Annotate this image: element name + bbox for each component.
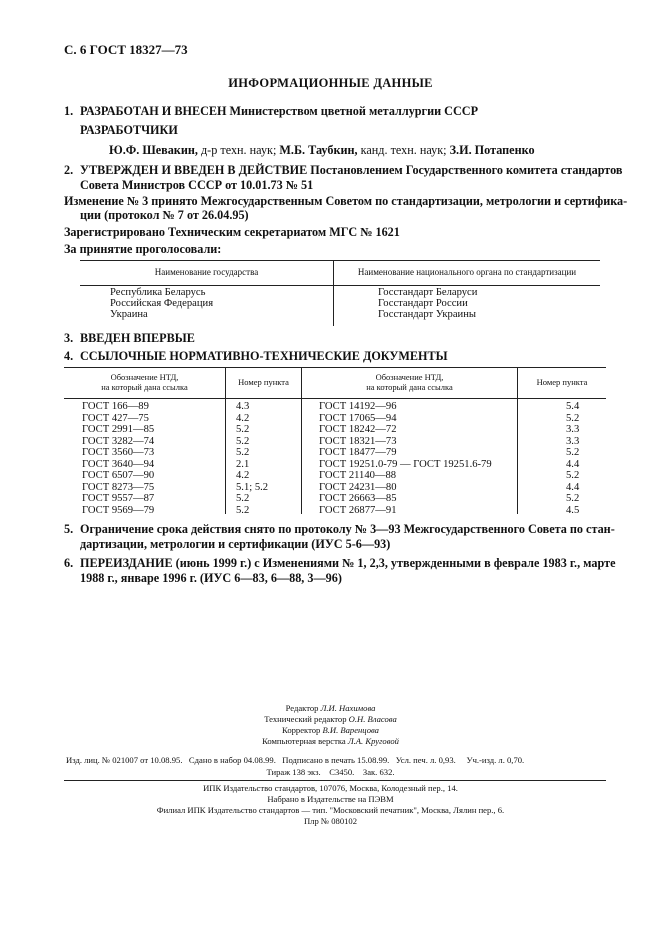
section-3-text: ВВЕДЕН ВПЕРВЫЕ <box>80 331 195 345</box>
table-row: ГОСТ 3640—94 <box>82 458 155 470</box>
refs-left-docs-column <box>82 401 154 516</box>
refs-header-right-ntd <box>302 372 517 392</box>
table-row: ГОСТ 26877—91 <box>319 504 397 516</box>
table-row: 5.2 <box>566 447 580 458</box>
table-row: 4.2 <box>236 412 250 424</box>
imprint-corrector <box>0 725 661 735</box>
imprint-print-run: Тираж 138 экз. С3450. Зак. 632. <box>266 767 395 777</box>
section-6-line-1: ПЕРЕИЗДАНИЕ (июнь 1999 г.) с Изменениями № 1, 2,3, утвержденными в феврале 1983 г., марте <box>80 556 616 570</box>
body-row-1: Госстандарт Беларуси <box>378 287 478 298</box>
table-row: ГОСТ 19251.0-79 — ГОСТ 19251.6-79 <box>319 458 492 470</box>
states-header-body: Наименование национального органа по стандартизации <box>357 267 577 277</box>
state-row-1: Республика Беларусь <box>110 287 206 298</box>
table-row: ГОСТ 2991—85 <box>82 424 155 435</box>
imprint-publisher: ИПК Издательство стандартов, 107076, Москва, Колодезный пер., 14. <box>203 783 458 793</box>
table-row: ГОСТ 17065—94 <box>319 412 397 424</box>
refs-right-docs-column <box>319 401 492 516</box>
table-row: ГОСТ 9557—87 <box>82 493 155 504</box>
refs-header-right-ntd-line-1: Обозначение НТД, <box>375 372 444 382</box>
table-row: ГОСТ 6507—90 <box>82 470 155 481</box>
table-row: 5.2 <box>236 435 250 447</box>
imprint-printer: Филиал ИПК Издательство стандартов — тип. "Московский печатник", Москва, Лялин пер., 6. <box>156 805 505 815</box>
developers-list <box>109 143 535 158</box>
developer-2-degree: канд. техн. наук; <box>357 143 450 157</box>
table-row: 3.3 <box>566 435 580 447</box>
table-row: 5.2 <box>236 504 250 516</box>
table-row: ГОСТ 3560—73 <box>82 447 155 458</box>
section-6-number: 6. <box>64 556 74 570</box>
imprint-tech-editor <box>0 714 661 724</box>
table-row: 5.4 <box>566 401 580 412</box>
table-row: ГОСТ 14192—96 <box>319 401 397 412</box>
imprint-publication-details: Изд. лиц. № 021007 от 10.08.95. Сдано в набор 04.08.99. Подписано в печать 15.08.99. Усл. печ. л. 0,93. Уч.-изд. л. 0,70. <box>66 755 525 765</box>
developer-2-name: М.Б. Таубкин, <box>279 143 358 157</box>
imprint-divider <box>64 780 606 781</box>
imprint-editor <box>0 703 661 713</box>
change-3-line-2: ции (протокол № 7 от 26.04.95) <box>80 208 249 222</box>
section-5-line-1: Ограничение срока действия снято по протоколу № 3—93 Межгосударственного Совета по стан- <box>80 522 615 536</box>
developer-1-name: Ю.Ф. Шевакин, <box>109 143 198 157</box>
imprint-tech-editor-name: О.Н. Власова <box>348 714 397 724</box>
table-row: ГОСТ 18477—79 <box>319 447 397 458</box>
section-5-line-2: дартизации, метрологии и сертификации (ИУС 5-6—93) <box>80 537 391 551</box>
states-header-country: Наименование государства <box>154 267 259 277</box>
developer-3-name: З.И. Потапенко <box>449 143 535 157</box>
imprint-corrector-label: Корректор <box>282 725 323 735</box>
table-row: ГОСТ 3282—74 <box>82 435 155 447</box>
refs-header-right-ntd-line-2: на который дана ссылка <box>366 382 453 392</box>
table-row: 5.2 <box>236 493 250 504</box>
table-row: 5.2 <box>566 470 580 481</box>
table-row: 4.2 <box>236 470 250 481</box>
table-row: 5.1; 5.2 <box>236 481 269 493</box>
table-row: ГОСТ 21140—88 <box>319 470 397 481</box>
imprint-tech-editor-label: Технический редактор <box>264 714 349 724</box>
table-row: 5.2 <box>566 493 580 504</box>
refs-header-left-ntd-line-1: Обозначение НТД, <box>110 372 179 382</box>
section-1-text: РАЗРАБОТАН И ВНЕСЕН Министерством цветной металлургии СССР <box>80 104 479 118</box>
voted-text: За принятие проголосовали: <box>64 242 222 256</box>
table-row: ГОСТ 24231—80 <box>319 481 397 493</box>
section-5-number: 5. <box>64 522 74 536</box>
imprint-layout-label: Компьютерная верстка <box>262 736 348 746</box>
refs-header-left-item: Номер пункта <box>238 377 289 387</box>
body-row-2: Госстандарт России <box>378 298 468 309</box>
table-row: 4.3 <box>236 401 250 412</box>
imprint-typeset: Набрано в Издательстве на ПЭВМ <box>267 794 394 804</box>
section-2-line-1: УТВЕРЖДЕН И ВВЕДЕН В ДЕЙСТВИЕ Постановлением Государственного комитета стандартов <box>80 163 623 177</box>
imprint-editor-name: Л.И. Нахимова <box>320 703 376 713</box>
table-row: 4.4 <box>566 481 580 493</box>
refs-header-left-ntd <box>64 372 225 392</box>
table-row: 5.2 <box>236 424 250 435</box>
table-row: ГОСТ 166—89 <box>82 401 149 412</box>
section-3-number: 3. <box>64 331 74 345</box>
imprint-layout-name: Л.А. Круговой <box>347 736 399 746</box>
table-row: 5.2 <box>236 447 250 458</box>
imprint-layout <box>0 736 661 746</box>
imprint-license: Плр № 080102 <box>303 816 358 826</box>
refs-header-left-ntd-line-2: на который дана ссылка <box>101 382 188 392</box>
table-row: 2.1 <box>236 458 250 470</box>
developer-1-degree: д-р техн. наук; <box>197 143 280 157</box>
section-6-line-2: 1988 г., январе 1996 г. (ИУС 6—83, 6—88, 3—96) <box>80 571 342 585</box>
page-header: С. 6 ГОСТ 18327—73 <box>64 42 188 57</box>
table-row: ГОСТ 427—75 <box>82 412 149 424</box>
table-row: ГОСТ 26663—85 <box>319 493 397 504</box>
state-row-2: Российская Федерация <box>110 298 214 309</box>
page-title: ИНФОРМАЦИОННЫЕ ДАННЫЕ <box>228 76 433 90</box>
developers-heading: РАЗРАБОТЧИКИ <box>80 123 178 137</box>
table-row: 4.4 <box>566 458 580 470</box>
section-4-text: ССЫЛОЧНЫЕ НОРМАТИВНО-ТЕХНИЧЕСКИЕ ДОКУМЕНТЫ <box>80 349 448 363</box>
section-4-number: 4. <box>64 349 74 363</box>
section-2-number: 2. <box>64 163 74 177</box>
table-row: ГОСТ 18242—72 <box>319 424 397 435</box>
imprint-corrector-name: В.И. Варенцова <box>322 725 379 735</box>
imprint-editor-label: Редактор <box>285 703 321 713</box>
state-row-3: Украина <box>110 309 148 320</box>
table-row: 5.2 <box>566 412 580 424</box>
registered-text: Зарегистрировано Техническим секретариатом МГС № 1621 <box>64 225 400 239</box>
table-row: ГОСТ 9569—79 <box>82 504 155 516</box>
refs-right-items-column <box>566 401 579 516</box>
section-2-line-2: Совета Министров СССР от 10.01.73 № 51 <box>80 178 314 192</box>
table-row: ГОСТ 18321—73 <box>319 435 397 447</box>
body-row-3: Госстандарт Украины <box>378 309 476 320</box>
table-row: 3.3 <box>566 424 580 435</box>
table-row: ГОСТ 8273—75 <box>82 481 155 493</box>
section-1-number: 1. <box>64 104 74 118</box>
change-3-line-1: Изменение № 3 принято Межгосударственным Советом по стандартизации, метрологии и сертифика- <box>64 194 628 208</box>
table-row: 4.5 <box>566 504 580 516</box>
refs-header-right-item: Номер пункта <box>536 377 588 387</box>
refs-left-items-column <box>236 401 268 516</box>
